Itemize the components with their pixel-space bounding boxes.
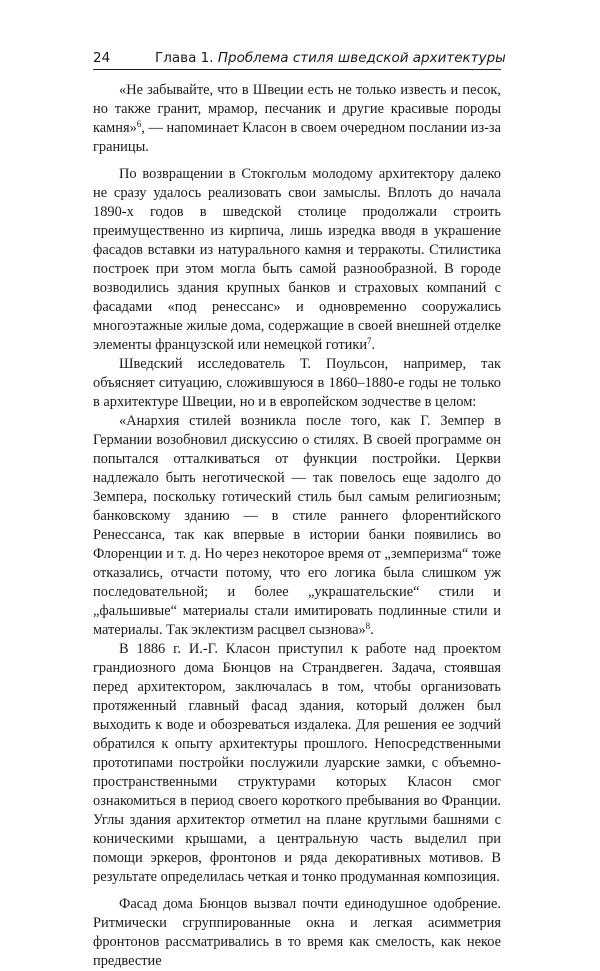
paragraph-tail: . (370, 622, 374, 638)
paragraph-text: «Не забывайте, что в Швеции есть не только известь и песок, но также гранит, мрамор, песчаник и другие красивые породы камня» (93, 82, 501, 136)
footnote-ref: 6 (136, 119, 142, 129)
paragraph-text: «Анархия стилей возникла после того, как Г. Земпер в Германии возобновил дискуссию о стилях. В своей программе он попытался отталкиваться от функции постройки. Церкви надлежало быть неготической — так повелось еще задолго до Земпера, поскольку готический стиль был самым религиозным; банковскому зданию — в стиле раннего флорентийского Ренессанса, так как впервые в истории банки появились во Флоренции и т. д. Но через некоторое время от „земперизма“ тоже отказались, отчасти потому, что его логика была слишком уж последовательной; и более „украшательские“ стили и „фальшивые“ материалы стали имитировать подлинные стили и материалы. Так эклектизм расцвел сызнова» (93, 413, 501, 638)
paragraph-2 (93, 165, 501, 355)
footnote-ref: 7 (367, 336, 372, 346)
page-number: 24 (93, 50, 111, 66)
paragraph-6 (93, 895, 501, 971)
chapter-heading (155, 47, 506, 69)
header-rule (93, 69, 501, 70)
paragraph-1 (93, 81, 501, 157)
paragraph-text: Фасад дома Бюнцов вызвал почти единодушное одобрение. Ритмически сгруппированные окна и легкая асимметрия фронтонов рассматривались в то время как смелость, как некое предвестие (93, 896, 501, 969)
paragraph-5 (93, 640, 501, 887)
chapter-label: Глава 1. (155, 50, 214, 66)
quotation-paragraph (93, 412, 501, 640)
paragraph-text: По возвращении в Стокгольм молодому архитектору далеко не сразу удалось реализовать свои замыслы. Вплоть до начала 1890-х годов в шведской столице продолжали строить преимущественно из кирпича, лишь изредка вводя в украшение фасадов вставки из натурального камня и терракоты. Стилистика построек при этом могла быть самой разнообразной. В городе возводились здания крупных банков и страховых компаний с фасадами «под ренессанс» и одновременно сооружались многоэтажные жилые дома, содержащие в своей внешней отделке элементы французской или немецкой готики (93, 166, 501, 353)
chapter-title: Проблема стиля шведской архитектуры (217, 50, 506, 66)
paragraph-text: Шведский исследователь Т. Поульсон, например, так объясняет ситуацию, сложившуюся в 1860–1880-е годы не только в архитектуре Швеции, но и в европейском зодчестве в целом: (93, 356, 501, 410)
paragraph-tail: . (371, 337, 376, 353)
paragraph-tail: , — напоминает Класон в своем очередном послании из-за границы. (93, 120, 501, 155)
footnote-ref: 8 (365, 621, 371, 631)
paragraph-text: В 1886 г. И.-Г. Класон приступил к работе над проектом грандиозного дома Бюнцов на Страндвеген. Задача, стоявшая перед архитектором, заключалась в том, чтобы организовать протяженный главный фасад здания, который должен был выходить к воде и обозреваться издалека. Для решения ее зодчий обратился к опыту архитектуры прошлого. Непосредственными прототипами постройки послужили луарские замки, с объемно-пространственными структурами которых Класон смог ознакомиться в период своего короткого пребывания во Франции. Углы здания архитектор отметил на плане круглыми башнями с коническими крышами, а центральную часть выделил при помощи эркеров, фронтонов и ряда декоративных мотивов. В результате определилась четкая и тонко продуманная композиция. (93, 641, 501, 885)
body-text (93, 81, 501, 971)
paragraph-3 (93, 355, 501, 412)
running-header (93, 47, 506, 69)
